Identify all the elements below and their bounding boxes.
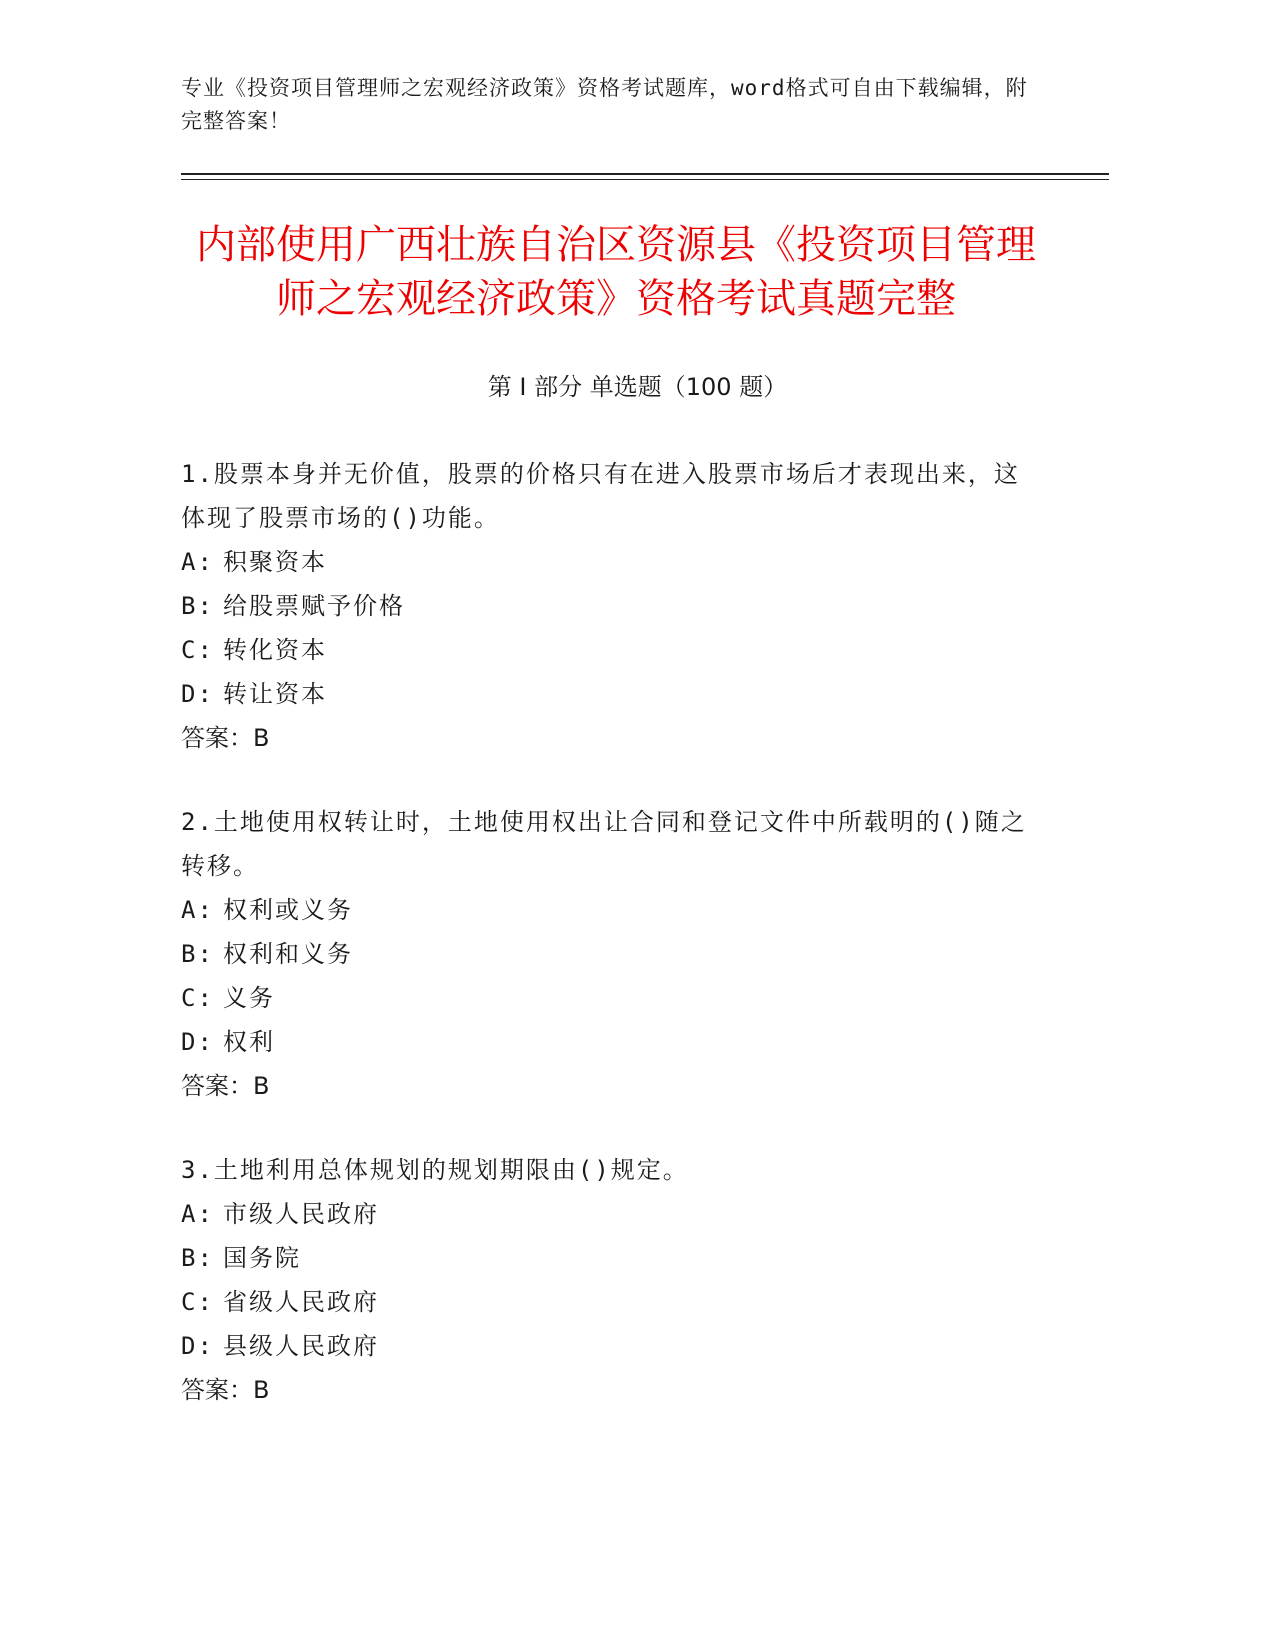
option-text: 市级人民政府: [223, 1200, 379, 1228]
option-letter: B:: [181, 1244, 214, 1272]
option-d: [181, 1324, 1041, 1368]
option-text: 转让资本: [223, 680, 327, 708]
header-divider: [181, 173, 1109, 175]
option-letter: D:: [181, 680, 214, 708]
option-letter: B:: [181, 940, 214, 968]
question-stem: 3.土地利用总体规划的规划期限由()规定。: [181, 1156, 689, 1184]
document-title: 内部使用广西壮族自治区资源县《投资项目管理师之宏观经济政策》资格考试真题完整: [196, 222, 1036, 322]
option-text: 权利: [223, 1028, 275, 1056]
question-2: [181, 800, 1041, 1108]
option-text: 省级人民政府: [223, 1288, 379, 1316]
option-b: [181, 1236, 1041, 1280]
option-a: [181, 1192, 1041, 1236]
option-d: [181, 672, 1041, 716]
option-a: [181, 888, 1041, 932]
option-letter: A:: [181, 896, 214, 924]
question-3: [181, 1148, 1041, 1412]
option-text: 国务院: [223, 1244, 301, 1272]
option-b: [181, 584, 1041, 628]
option-letter: D:: [181, 1332, 214, 1360]
option-text: 权利和义务: [223, 940, 353, 968]
answer-line: 答案：B: [181, 1072, 270, 1100]
answer-line: 答案：B: [181, 1376, 270, 1404]
question-stem: 2.土地使用权转让时，土地使用权出让合同和登记文件中所载明的()随之转移。: [181, 808, 1027, 880]
option-text: 给股票赋予价格: [223, 592, 405, 620]
option-text: 积聚资本: [223, 548, 327, 576]
option-c: [181, 1280, 1041, 1324]
question-stem: 1.股票本身并无价值，股票的价格只有在进入股票市场后才表现出来，这体现了股票市场的()功能。: [181, 460, 1020, 532]
option-text: 县级人民政府: [223, 1332, 379, 1360]
option-text: 转化资本: [223, 636, 327, 664]
option-text: 权利或义务: [223, 896, 353, 924]
header-note: 专业《投资项目管理师之宏观经济政策》资格考试题库，word格式可自由下载编辑，附完整答案！: [181, 76, 1028, 133]
question-1: [181, 452, 1041, 760]
option-letter: A:: [181, 548, 214, 576]
option-c: [181, 976, 1041, 1020]
option-c: [181, 628, 1041, 672]
option-letter: D:: [181, 1028, 214, 1056]
option-b: [181, 932, 1041, 976]
option-letter: C:: [181, 1288, 214, 1316]
option-letter: C:: [181, 984, 214, 1012]
option-letter: C:: [181, 636, 214, 664]
section-heading: 第 I 部分 单选题（100 题）: [487, 373, 788, 401]
option-text: 义务: [223, 984, 275, 1012]
option-letter: A:: [181, 1200, 214, 1228]
answer-line: 答案：B: [181, 724, 270, 752]
option-letter: B:: [181, 592, 214, 620]
option-d: [181, 1020, 1041, 1064]
option-a: [181, 540, 1041, 584]
header-divider-thin: [181, 179, 1109, 180]
